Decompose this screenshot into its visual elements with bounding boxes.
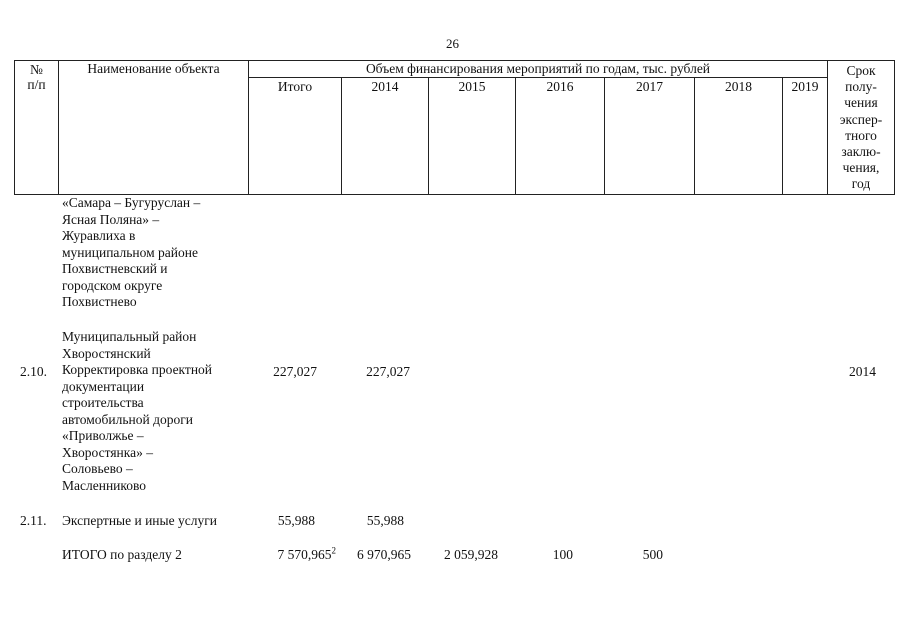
row-num-2-11: 2.11. xyxy=(20,513,47,528)
header-term: Срок полу- чения экспер- тного заклю- чения, год xyxy=(839,63,883,192)
col-divider xyxy=(782,77,783,195)
row-2014-2-10: 227,027 xyxy=(366,364,410,379)
row-num-2-10: 2.10. xyxy=(20,364,47,379)
row-name-2-11: Экспертные и иные услуги xyxy=(62,513,217,528)
table-right-border xyxy=(894,60,895,195)
row-name-district: Муниципальный район Хворостянский xyxy=(62,329,197,361)
header-year-2018: 2018 xyxy=(725,79,752,94)
col-divider xyxy=(428,77,429,195)
col-divider xyxy=(58,60,59,195)
header-total: Итого xyxy=(277,79,313,94)
col-divider xyxy=(341,77,342,195)
footnote-marker: 2 xyxy=(331,545,336,556)
header-year-2017: 2017 xyxy=(636,79,663,94)
row-term-2-10: 2014 xyxy=(849,364,876,379)
col-divider xyxy=(515,77,516,195)
header-year-2019: 2019 xyxy=(791,79,819,94)
summary-2017: 500 xyxy=(642,547,663,562)
header-year-2014: 2014 xyxy=(371,79,399,94)
col-divider xyxy=(604,77,605,195)
header-year-2015: 2015 xyxy=(458,79,486,94)
header-num: № п/п xyxy=(27,62,46,92)
funding-subheader-border xyxy=(248,77,827,78)
row-2014-2-11: 55,988 xyxy=(366,513,404,528)
page-number: 26 xyxy=(446,36,459,51)
summary-2016: 100 xyxy=(552,547,573,562)
summary-2015: 2 059,928 xyxy=(444,547,498,562)
header-name: Наименование объекта xyxy=(87,61,220,76)
header-year-2016: 2016 xyxy=(546,79,574,94)
row-total-2-10: 227,027 xyxy=(273,364,317,379)
row-total-2-11: 55,988 xyxy=(277,513,315,528)
col-divider xyxy=(694,77,695,195)
summary-2014: 6 970,965 xyxy=(357,547,411,562)
summary-label: ИТОГО по разделу 2 xyxy=(62,547,182,562)
summary-total-value: 7 570,965 xyxy=(277,547,332,562)
row-name-2-10: Корректировка проектной документации строительства автомобильной дороги «Приволжье – Хворостянка» – Соловьево – Масленниково xyxy=(62,362,213,493)
header-funding: Объем финансирования мероприятий по годам, тыс. рублей xyxy=(365,61,711,76)
summary-total xyxy=(249,547,336,564)
row-name-continuation: «Самара – Бугуруслан – Ясная Поляна» – Журавлиха в муниципальном районе Похвистневский и городском округе Похвистнево xyxy=(62,195,201,309)
